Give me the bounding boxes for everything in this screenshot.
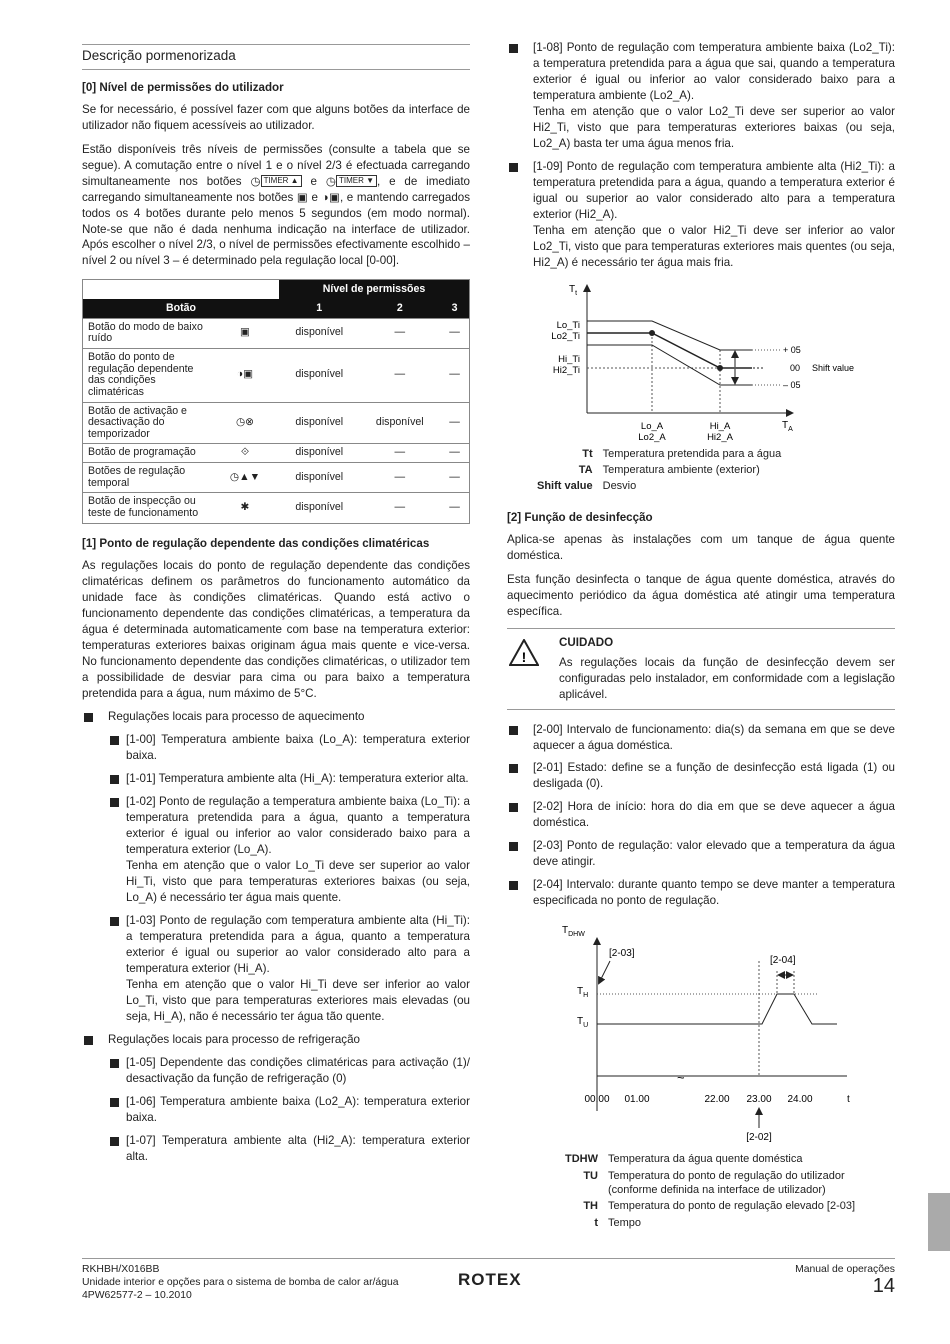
- label-2-03: [2-03]: [609, 948, 635, 960]
- tick-label: 23.00: [746, 1094, 772, 1106]
- caution-title: CUIDADO: [559, 635, 614, 649]
- list-item: [2-03] Ponto de regulação: valor elevado que a temperatura da água deve atingir.: [507, 838, 895, 870]
- table-row: [83, 348, 470, 402]
- th-label: $T_H$: [577, 986, 589, 1000]
- legend-1: [531, 445, 787, 496]
- header-level-2: 2: [360, 299, 441, 318]
- legend-value: Temperatura ambiente (exterior): [602, 464, 760, 477]
- cell-level-3: —: [440, 493, 469, 523]
- list-item: [1-06] Temperatura ambiente baixa (Lo2_A): temperatura exterior baixa.: [82, 1094, 470, 1126]
- left-column: [82, 44, 470, 1172]
- list-item: [1-00] Temperatura ambiente baixa (Lo_A): temperatura exterior baixa.: [82, 732, 470, 764]
- list-item: [2-01] Estado: define se a função de desinfecção está ligada (1) ou desligada (0).: [507, 760, 895, 792]
- permissions-table: [82, 279, 470, 523]
- weather-dependent-icon: ◑▣: [211, 348, 279, 402]
- legend-value: Desvio: [602, 480, 637, 493]
- legend-value: Temperatura do ponto de regulação do utilizador (conforme definida na interface de utilizador): [608, 1169, 845, 1196]
- list-item: [1-01] Temperatura ambiente alta (Hi_A): temperatura exterior alta.: [82, 771, 470, 787]
- cell-level-3: —: [440, 444, 469, 463]
- legend-value: Temperatura pretendida para a água: [602, 447, 782, 460]
- heading-2: [2] Função de desinfecção: [507, 510, 653, 524]
- timer-up-icon: ◷ TIMER ▲: [250, 175, 301, 188]
- cell-level-1: disponível: [279, 348, 360, 402]
- hi2-ti-label: Hi2_Ti: [552, 364, 580, 376]
- legend-item: [533, 479, 785, 493]
- right-column: [507, 40, 895, 1232]
- lo-a-label: Lo_A: [640, 420, 664, 432]
- cell-level-3: —: [440, 318, 469, 348]
- zero-label: 00: [790, 362, 801, 373]
- cell-level-2: —: [360, 318, 441, 348]
- legend-value: Tempo: [608, 1216, 642, 1229]
- svg-text:!: !: [521, 648, 527, 665]
- footer-manual: Manual de operações: [795, 1264, 895, 1275]
- footer-model: RKHBH/X016BB: [82, 1264, 160, 1275]
- legend-item: [561, 1169, 893, 1198]
- cell-level-1: disponível: [279, 402, 360, 444]
- hi-a-label: Hi_A: [709, 420, 731, 432]
- tick-label: 01.00: [624, 1094, 650, 1106]
- cell-level-2: —: [360, 463, 441, 493]
- list-item: [1-02] Ponto de regulação a temperatura ambiente baixa (Lo_Ti): a temperatura pretendida para a água, quanto a temperatura exterior é igual ou inferior ao valor considerado baixo para a temperatura exterior (Lo_A). Tenha em atenção que o valor Lo_Ti deve ser superior ao valor Hi_Ti, visto que para temperaturas exteriores baixas (ou seja, Lo_A) é necessário ter água mais quente.: [82, 794, 470, 906]
- warning-icon: [509, 639, 539, 666]
- cell-level-2: disponível: [360, 402, 441, 444]
- footer-description: Unidade interior e opções para o sistema de bomba de calor ar/água: [82, 1277, 399, 1288]
- label-2-04: [2-04]: [770, 955, 796, 967]
- legend-key: t: [594, 1216, 598, 1229]
- header-level-3: 3: [440, 299, 469, 318]
- tick-label: 24.00: [787, 1094, 813, 1106]
- cell-level-3: —: [440, 348, 469, 402]
- cell-level-1: disponível: [279, 444, 360, 463]
- timer-down-icon: ◷ TIMER ▼: [326, 175, 377, 188]
- para-0b: Estão disponíveis três níveis de permissões (consulte a tabela que se segue). A comutação entre o nível 1 e o nível 2/3 é efectuada carregando simultaneamente nos botões ◷ TIMER ▲ e ◷ TIMER ▼ , e de imediato carregando simultaneamente nos botões ▣ e ◑▣, e mantendo carregados todos os 4 botões durante pelo menos 5 segundos (em modo normal). Note-se que não é dada nenhuma indicação na interface de utilizador. Após escolher o nível 2/3, o nível de permissões efectivamente escolhido – nível 2 ou nível 3 – é determinado pela regulação local [0-00].: [82, 142, 471, 268]
- cell-level-3: —: [440, 402, 469, 444]
- list-item: [1-09] Ponto de regulação com temperatura ambiente alta (Hi2_Ti): a temperatura pretendida para a água, quando a temperatura exterior é igual ou superior ao valor considerado alto para a temperatura exterior (Hi2_A). Tenha em atenção que o valor Hi2_Ti deve ser inferior ao valor Lo2_Ti, visto que para temperaturas exteriores mais quentes (ou seja, Hi2_A) é necessário ter água mais fria.: [507, 159, 895, 271]
- tick-label: 22.00: [704, 1094, 730, 1106]
- cell-level-2: —: [360, 348, 441, 402]
- row-button-name: Botão de activação e desactivação do temporizador: [83, 402, 212, 444]
- cell-level-3: —: [440, 463, 469, 493]
- weather-dependent-icon: ◑▣: [321, 190, 340, 204]
- legend-value: Temperatura da água quente doméstica: [608, 1153, 803, 1166]
- timer-updown-icon: ◷▲▼: [211, 463, 279, 493]
- list-item: [2-04] Intervalo: durante quanto tempo se deve manter a temperatura especificada no ponto de regulação.: [507, 877, 895, 909]
- legend-item: [561, 1216, 893, 1230]
- minus-05-label: – 05: [783, 379, 801, 390]
- legend-key: TU: [583, 1169, 598, 1182]
- row-button-name: Botão do modo de baixo ruído: [83, 318, 212, 348]
- table-row: [83, 402, 470, 444]
- lo2-ti-label: Lo2_Ti: [551, 330, 580, 342]
- legend-key: TH: [583, 1200, 598, 1213]
- weather-dependent-diagram: [507, 278, 895, 443]
- lo-ti-label: Lo_Ti: [556, 319, 580, 331]
- list-item: [1-03] Ponto de regulação com temperatura ambiente alta (Hi_Ti): a temperatura pretendida para a água, quanto a temperatura exterior é igual ou superior ao valor considerado alto para a temperatura exterior (Hi_A). Tenha em atenção que o valor Hi_Ti deve ser inferior ao valor Lo_Ti, visto que para temperaturas exteriores mais elevadas (ou seja, Hi_A), não é necessário ter água tão quente.: [82, 913, 470, 1025]
- heading-1: [1] Ponto de regulação dependente das condições climatéricas: [82, 536, 430, 550]
- header-levels: Nível de permissões: [279, 280, 470, 299]
- disinfection-diagram: [507, 921, 895, 1146]
- legend-key: Tt: [582, 447, 593, 460]
- shift-value-label: Shift value: [812, 362, 855, 373]
- x-axis-label: $T_A$: [782, 419, 793, 433]
- tdhw-axis-label: $T_{DHW}$: [562, 925, 585, 939]
- caution-text: As regulações locais da função de desinfecção devem ser configuradas pelo instalador, em conformidade com a legislação aplicável.: [559, 655, 895, 701]
- low-noise-icon: ▣: [296, 190, 308, 204]
- footer-code: 4PW62577-2 – 10.2010: [82, 1290, 192, 1301]
- legend-value: Temperatura do ponto de regulação elevado [2-03]: [608, 1200, 856, 1213]
- list-item: Regulações locais para processo de refrigeração: [82, 1032, 470, 1048]
- legend-key: Shift value: [537, 480, 593, 493]
- cell-level-1: disponível: [279, 463, 360, 493]
- row-button-name: Botão de programação: [83, 444, 212, 463]
- list-item: [2-02] Hora de início: hora do dia em que se deve aquecer a água doméstica.: [507, 799, 895, 831]
- table-row: [83, 463, 470, 493]
- cell-level-1: disponível: [279, 318, 360, 348]
- tu-label: $T_U$: [577, 1016, 589, 1030]
- row-button-name: Botões de regulação temporal: [83, 463, 212, 493]
- page-footer: [82, 1258, 895, 1301]
- header-level-1: 1: [279, 299, 360, 318]
- page-number: 14: [872, 1275, 895, 1297]
- row-button-name: Botão de inspecção ou teste de funcionamento: [83, 493, 212, 523]
- heading-0: [0] Nível de permissões do utilizador: [82, 80, 284, 94]
- list-item: Regulações locais para processo de aquecimento: [82, 709, 470, 725]
- hi2-a-label: Hi2_A: [707, 431, 733, 443]
- cell-level-2: —: [360, 444, 441, 463]
- legend-item: [533, 463, 785, 477]
- table-row: [83, 444, 470, 463]
- para-1: As regulações locais do ponto de regulação dependente das condições climatéricas definem os parâmetros do funcionamento automático da unidade face às condições climatéricas. Quando está activo o funcionamento dependente das condições climatéricas, a temperatura da água é determinada automaticamente com base na temperatura exterior: temperaturas exteriores baixas originam água mais quente e vice-versa. No funcionamento dependente das condições climatéricas, o utilizador tem a possibilidade de desviar para cima ou para baixo a temperatura pretendida para a água, num máximo de 5°C.: [82, 558, 470, 700]
- para-2b: Esta função desinfecta o tanque de água quente doméstica, através do aquecimento periódico da água doméstica até atingir uma temperatura específica.: [507, 572, 895, 618]
- tick-label: 00.00: [584, 1094, 610, 1106]
- cell-level-2: —: [360, 493, 441, 523]
- table-row: [83, 493, 470, 523]
- para-0a: Se for necessário, é possível fazer com que alguns botões da interface de utilizador não fiquem acessíveis ao utilizador.: [82, 102, 470, 132]
- legend-2: [559, 1150, 895, 1231]
- legend-item: [561, 1152, 893, 1166]
- para-2a: Aplica-se apenas às instalações com um tanque de água quente doméstica.: [507, 532, 895, 562]
- t-axis-label: t: [847, 1094, 850, 1106]
- legend-item: [533, 447, 785, 461]
- brand-logo: ROTEX: [458, 1270, 522, 1289]
- header-button: Botão: [83, 299, 280, 318]
- plus-05-label: + 05: [783, 344, 801, 355]
- caution-box: [507, 628, 895, 710]
- section-title: Descrição pormenorizada: [82, 44, 470, 70]
- legend-key: TA: [578, 464, 593, 477]
- svg-text:~: ~: [677, 1070, 685, 1086]
- y-axis-label: $T_t$: [569, 283, 578, 297]
- program-icon: ⟐: [211, 444, 279, 463]
- timer-onoff-icon: ◷⊗: [211, 402, 279, 444]
- list-item: [2-00] Intervalo de funcionamento: dia(s) da semana em que se deve aquecer a água doméstica.: [507, 722, 895, 754]
- label-2-02: [2-02]: [746, 1132, 772, 1144]
- low-noise-icon: ▣: [211, 318, 279, 348]
- legend-key: TDHW: [565, 1153, 598, 1166]
- list-item: [1-07] Temperatura ambiente alta (Hi2_A): temperatura exterior alta.: [82, 1133, 470, 1165]
- hi-ti-label: Hi_Ti: [558, 353, 580, 365]
- row-button-name: Botão do ponto de regulação dependente das condições climatéricas: [83, 348, 212, 402]
- table-row: [83, 318, 470, 348]
- test-icon: ✱: [211, 493, 279, 523]
- list-item: [1-05] Dependente das condições climatéricas para activação (1)/ desactivação da função de refrigeração (0): [82, 1055, 470, 1087]
- legend-item: [561, 1199, 893, 1213]
- side-tab-marker: [928, 1193, 950, 1251]
- cell-level-1: disponível: [279, 493, 360, 523]
- lo2-a-label: Lo2_A: [638, 431, 666, 443]
- list-item: [1-08] Ponto de regulação com temperatura ambiente baixa (Lo2_Ti): a temperatura pretendida para a água que sai, quando a temperatura exterior é igual ou inferior ao valor considerado baixo para a temperatura ambiente (Lo2_A). Tenha em atenção que o valor Lo2_Ti deve ser superior ao valor Hi2_Ti, visto que para temperaturas exteriores baixas (ou seja, Lo2_A) basta ter uma água menos fria.: [507, 40, 895, 152]
